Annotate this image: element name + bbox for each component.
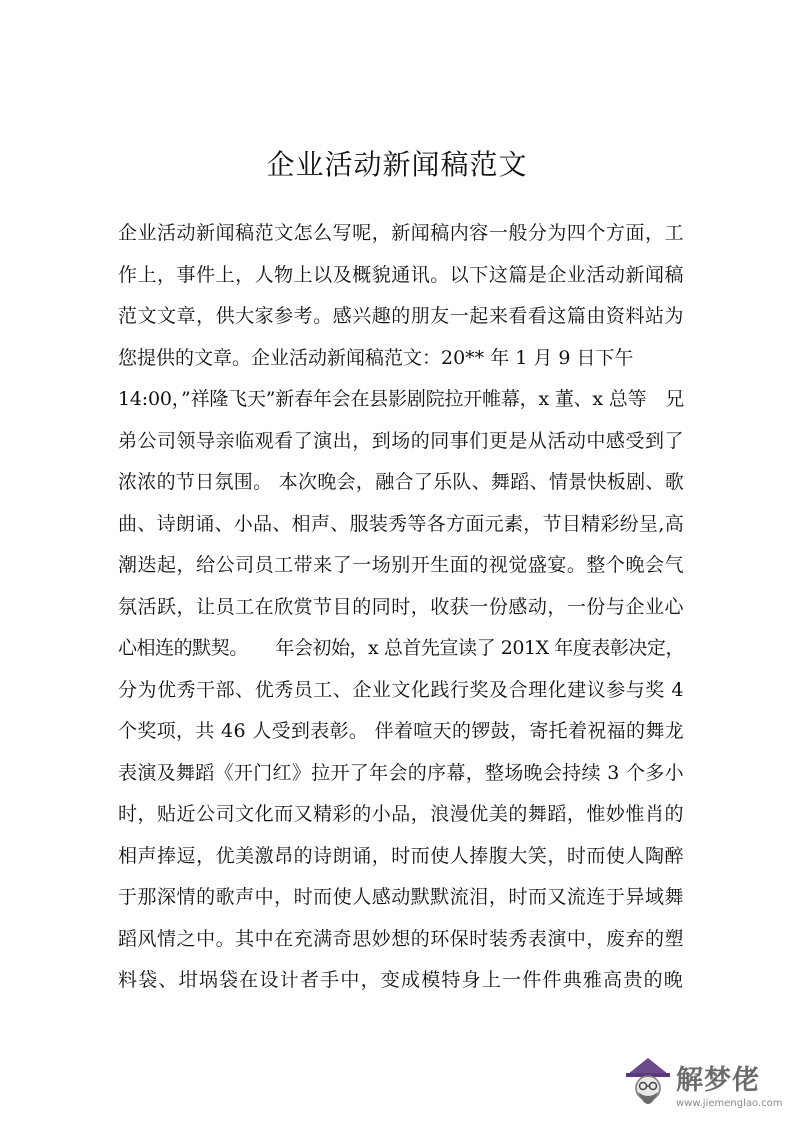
document-line-text: 14:00，”祥隆飞天”新春年会在县影剧院拉开帷幕，x 董、x 总等 兄: [118, 388, 684, 410]
document-title: 企业活动新闻稿范文: [266, 148, 528, 181]
document-line: [118, 920, 684, 962]
document-line-text: 料袋、坩埚袋在设计者手中，变成模特身上一件件典雅高贵的晚: [118, 969, 684, 991]
document-line: [118, 795, 684, 837]
document-line: [118, 546, 684, 588]
document-body: [118, 214, 684, 1003]
document-line: [118, 214, 684, 256]
document-line: [118, 463, 684, 505]
document-line-text: 时，贴近公司文化而又精彩的小品，浪漫优美的舞蹈，惟妙惟肖的: [118, 803, 684, 825]
document-line-text: 范文文章，供大家参考。感兴趣的朋友一起来看看这篇由资料站为: [118, 305, 684, 327]
sage-face-logo-icon: [622, 1054, 674, 1116]
document-line-text: 曲、诗朗诵、小品、相声、服装秀等各方面元素，节目精彩纷呈,高: [118, 512, 684, 535]
document-line: [118, 671, 684, 713]
document-line-text: 潮迭起，给公司员工带来了一场别开生面的视觉盛宴。整个晚会气: [118, 554, 684, 576]
watermark-logo: [620, 1052, 790, 1120]
document-line-text: 您提供的文章。企业活动新闻稿范文：20** 年 1 月 9 日下午: [118, 346, 634, 369]
document-line-text: 企业活动新闻稿范文怎么写呢，新闻稿内容一般分为四个方面，工: [118, 222, 684, 244]
document-line: [118, 339, 684, 381]
document-line: [118, 256, 684, 298]
document-line: [118, 422, 684, 464]
document-line: [118, 754, 684, 796]
document-line: [118, 629, 684, 671]
watermark-brand-text: 解梦佬: [676, 1065, 760, 1096]
watermark-url: www.jiemenglao.com: [676, 1098, 783, 1109]
document-line-text: 心相连的默契。 年会初始，x 总首先宣读了 201X 年度表彰决定，: [118, 637, 684, 659]
document-line: [118, 380, 684, 422]
document-line: [118, 505, 684, 547]
document-line: [118, 712, 684, 754]
document-line-text: 氛活跃，让员工在欣赏节目的同时，收获一份感动，一份与企业心: [118, 595, 684, 618]
document-line-text: 作上，事件上，人物上以及概貌通讯。以下这篇是企业活动新闻稿: [118, 263, 684, 286]
document-line-text: 相声捧逗，优美激昂的诗朗诵，时而使人捧腹大笑，时而使人陶醉: [118, 844, 684, 867]
document-line-text: 表演及舞蹈《开门红》拉开了年会的序幕，整场晚会持续 3 个多小: [118, 761, 684, 784]
document-line: [118, 837, 684, 879]
document-line-text: 分为优秀干部、优秀员工、企业文化践行奖及合理化建议参与奖 4: [118, 678, 684, 701]
document-line-text: 蹈风情之中。其中在充满奇思妙想的环保时装秀表演中，废弃的塑: [118, 927, 684, 950]
document-line: [118, 961, 684, 1003]
document-line-text: 个奖项，共 46 人受到表彰。 伴着喧天的锣鼓，寄托着祝福的舞龙: [118, 720, 684, 742]
document-line: [118, 878, 684, 920]
document-line-text: 于那深情的歌声中，时而使人感动默默流泪，时而又流连于异域舞: [118, 886, 684, 908]
document-line: [118, 588, 684, 630]
document-line: [118, 297, 684, 339]
document-line-text: 浓浓的节日氛围。 本次晚会，融合了乐队、舞蹈、情景快板剧、歌: [118, 471, 684, 493]
document-line-text: 弟公司领导亲临观看了演出，到场的同事们更是从活动中感受到了: [118, 429, 684, 452]
